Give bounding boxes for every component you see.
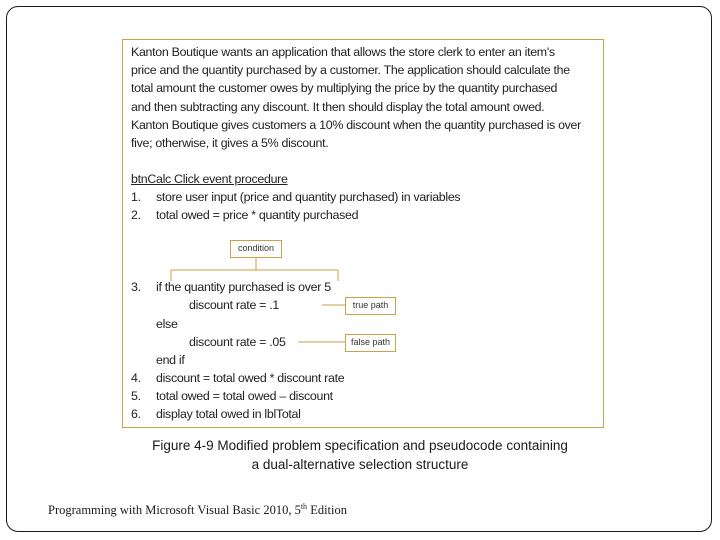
footer-edition: Edition	[307, 503, 347, 518]
pseudocode-step-4: discount = total owed * discount rate	[156, 371, 345, 385]
pseudocode-step-2: total owed = price * quantity purchased	[156, 208, 359, 222]
else-keyword: else	[156, 317, 178, 331]
pseudocode-step-1: store user input (price and quantity purchased) in variables	[156, 190, 461, 204]
pseudocode-step-6: display total owed in lblTotal	[156, 407, 301, 421]
end-if-keyword: end if	[156, 353, 185, 367]
true-path-statement: discount rate = .1	[189, 298, 279, 312]
footer-book-title	[48, 502, 347, 518]
step-number: 3.	[131, 280, 141, 294]
problem-specification	[131, 43, 601, 152]
spec-line: five; otherwise, it gives a 5% discount.	[131, 136, 329, 151]
step-number: 6.	[131, 407, 141, 421]
false-path-callout: false path	[345, 334, 396, 352]
footer-text: Programming with Microsoft Visual Basic 2010, 5	[48, 503, 301, 518]
spec-line: Kanton Boutique wants an application that allows the store clerk to enter an item's	[131, 45, 555, 59]
caption-line-2: a dual-alternative selection structure	[251, 457, 469, 472]
pseudocode-step-3-if: if the quantity purchased is over 5	[156, 280, 331, 294]
footer-superscript: th	[300, 502, 308, 511]
procedure-title: btnCalc Click event procedure	[131, 172, 288, 186]
figure-caption	[0, 436, 720, 474]
caption-line-1: Figure 4-9 Modified problem specification and pseudocode containing	[152, 438, 568, 453]
spec-line: Kanton Boutique gives customers a 10% discount when the quantity purchased is over	[131, 117, 581, 132]
pseudocode-step-5: total owed = total owed – discount	[156, 389, 333, 403]
false-path-statement: discount rate = .05	[189, 335, 286, 349]
spec-line: and then subtracting any discount. It then should display the total amount owed.	[131, 99, 545, 114]
step-number: 1.	[131, 190, 141, 204]
true-path-callout: true path	[345, 297, 396, 315]
spec-line: price and the quantity purchased by a customer. The application should calculate the	[131, 63, 570, 78]
condition-callout: condition	[230, 240, 282, 258]
step-number: 2.	[131, 208, 141, 222]
step-number: 4.	[131, 371, 141, 385]
step-number: 5.	[131, 389, 141, 403]
spec-line: total amount the customer owes by multiplying the price by the quantity purchased	[131, 81, 558, 96]
